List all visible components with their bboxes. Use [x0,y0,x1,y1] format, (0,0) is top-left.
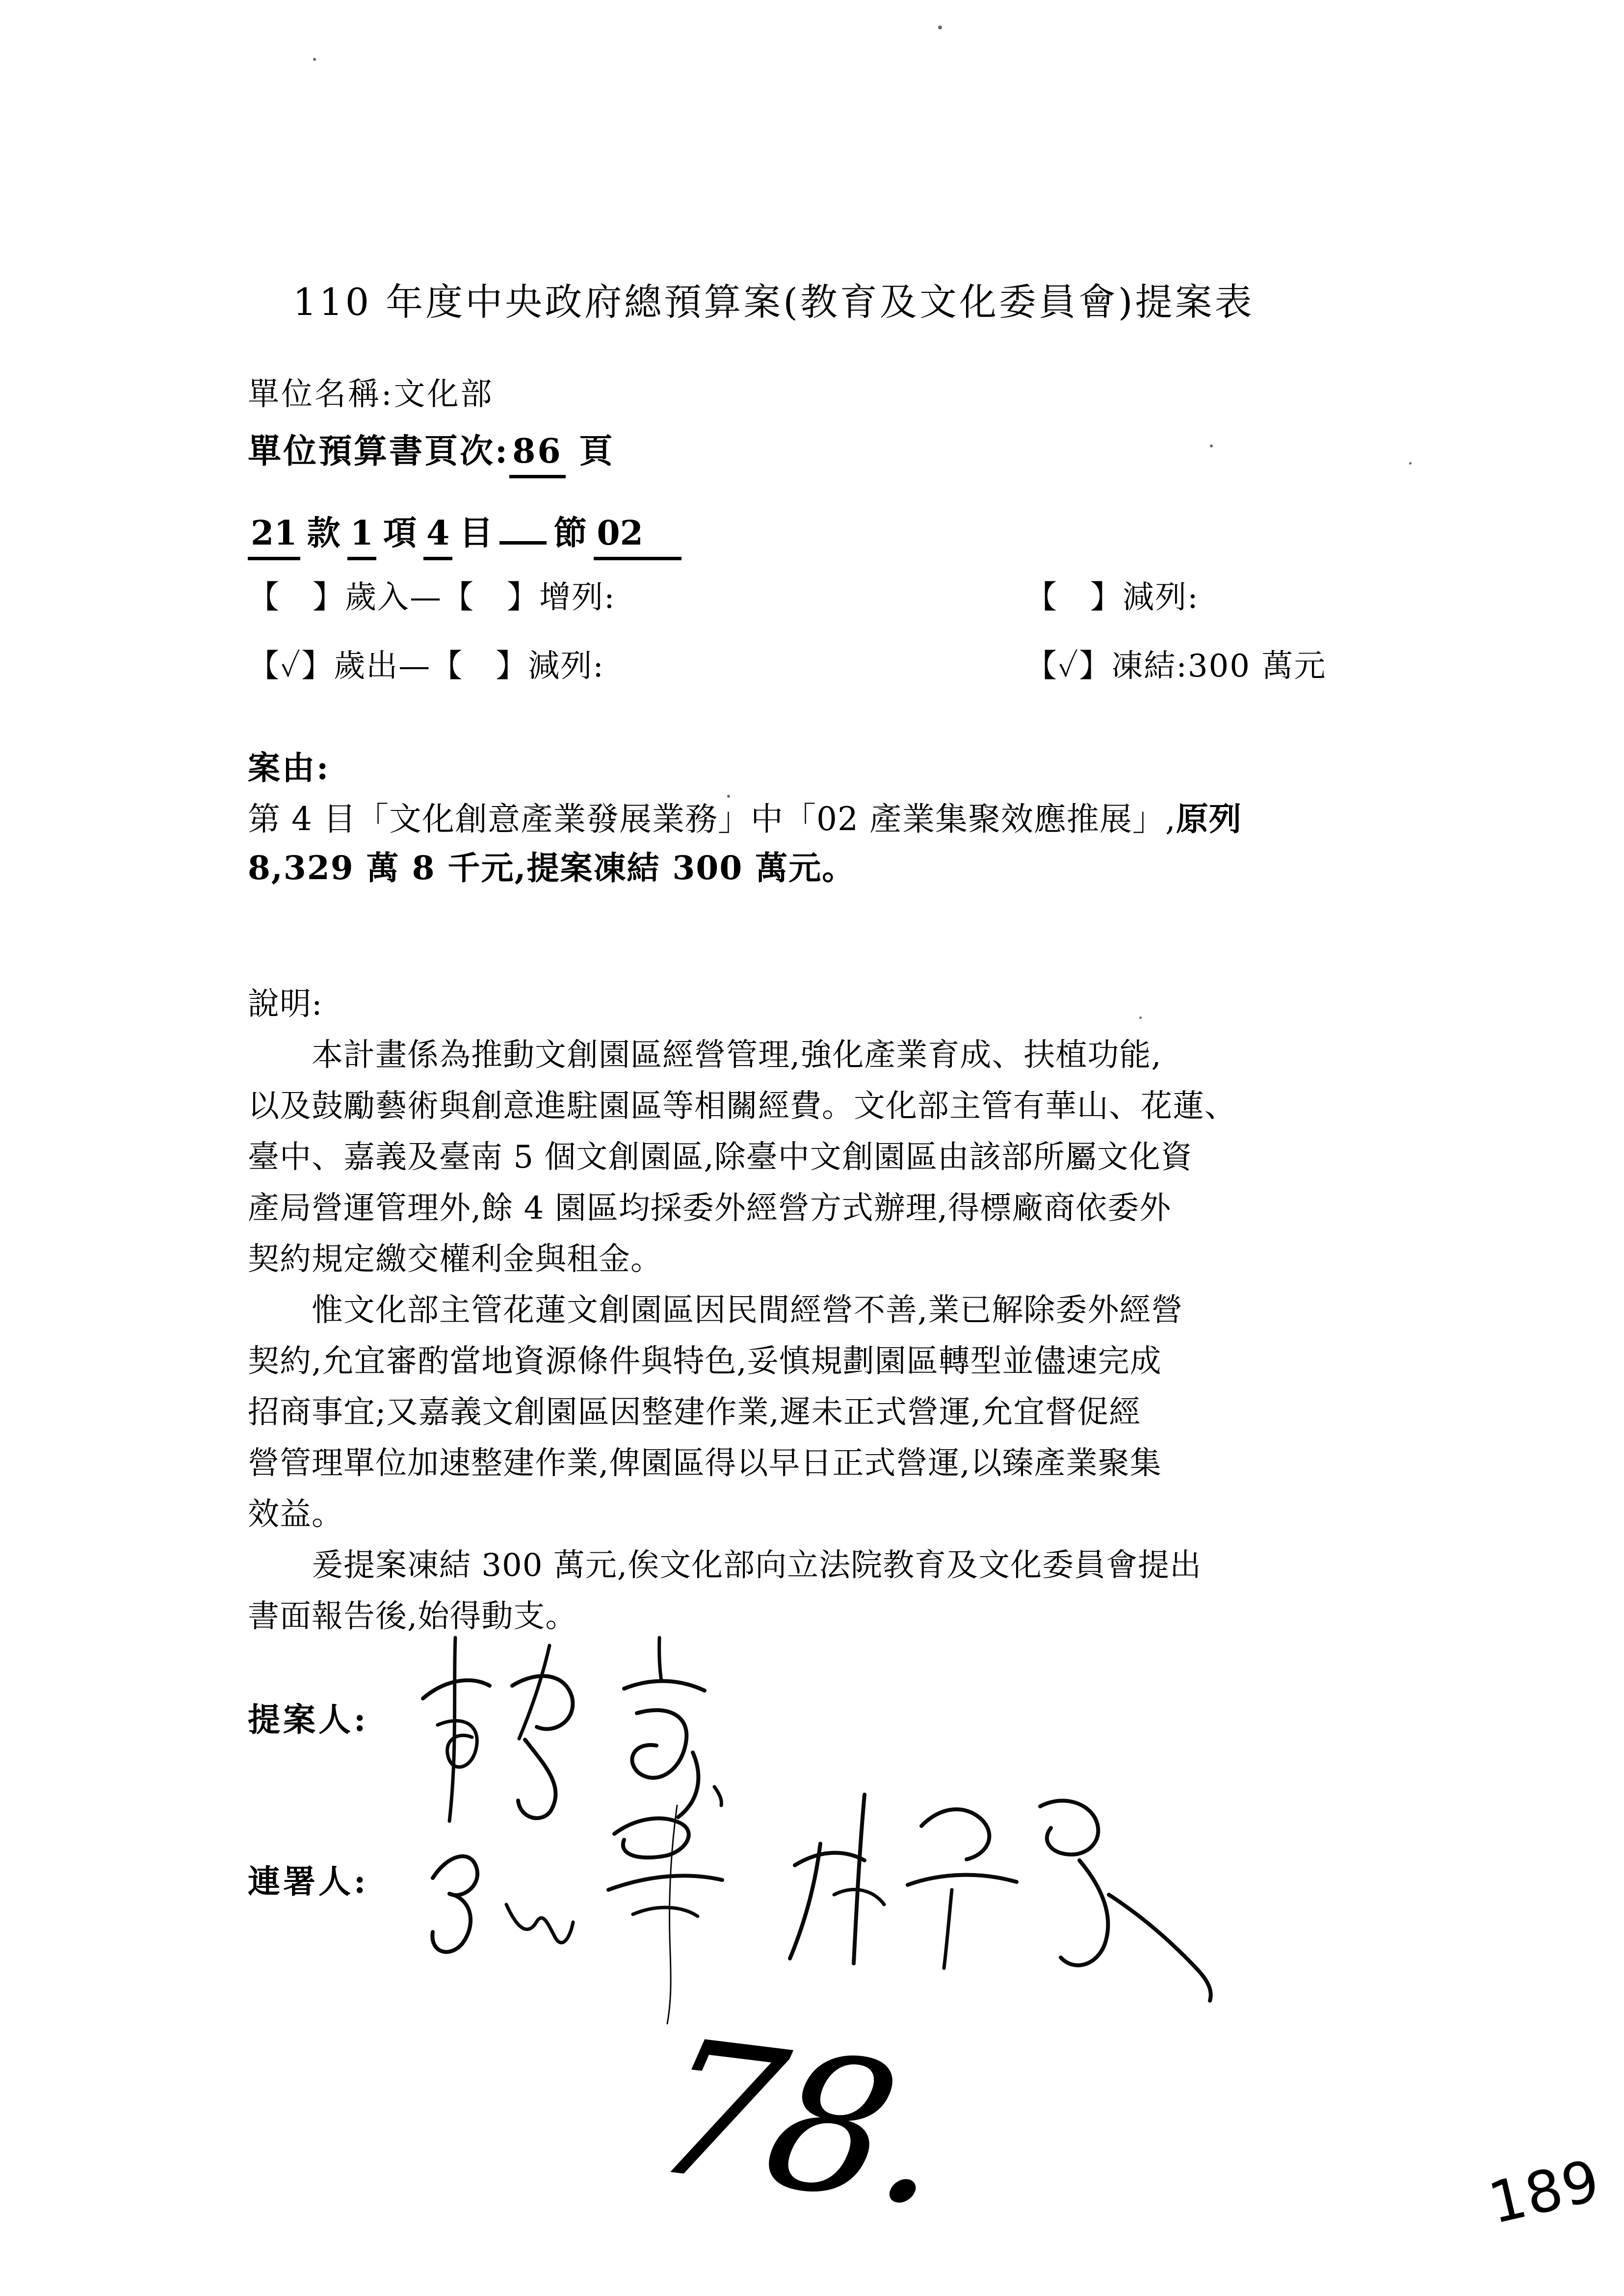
option-row-expenditure [248,641,1327,686]
explanation-line: 產局營運管理外,餘 4 園區均採委外經營方式辦理,得標廠商依委外 [248,1190,1172,1226]
scan-speck [1139,1017,1142,1019]
cosigner-label: 連署人: [248,1862,369,1901]
explanation-line: 惟文化部主管花蓮文創園區因民間經營不善,業已解除委外經營 [312,1292,1183,1329]
case-line-2: 8,329 萬 8 千元,提案凍結 300 萬元。 [248,849,856,887]
item-unit: 項 [383,514,417,553]
explanation-label: 說明: [248,986,323,1022]
blank-underline [499,513,547,545]
checkbox-cut: 【 】 [431,648,528,684]
clause-line [248,507,688,554]
budget-page-number: 86 [509,432,566,478]
option-row-revenue [248,572,1199,617]
decrease-right-label: 減列: [1123,579,1199,616]
budget-page-line [248,425,614,472]
clause-unit: 款 [307,514,341,553]
budget-page-suffix: 頁 [579,432,615,471]
increase-label: 增列: [539,579,616,616]
case-line-1-bold: 原列 [1176,800,1242,838]
scan-speck [1409,462,1412,465]
handwritten-page-number: 189 [1483,2147,1606,2237]
explanation-section [248,979,1236,1642]
freeze-label: 凍結:300 萬元 [1111,648,1327,684]
explanation-line: 契約,允宜審酌當地資源條件與特色,妥慎規劃園區轉型並儘速完成 [248,1343,1162,1380]
document-title: 110 年度中央政府總預算案(教育及文化委員會)提案表 [293,280,1255,324]
checkbox-expenditure: 【✓】 [248,648,334,684]
sub-item-unit: 目 [459,514,493,553]
explanation-line: 招商事宜;又嘉義文創園區因整建作業,遲未正式營運,允宜督促經 [248,1394,1141,1431]
scan-speck [313,58,316,61]
unit-name-line [248,369,494,414]
cut-label: 減列: [528,648,604,684]
sub-item-number: 4 [423,514,452,560]
cosigner-signatures [402,1776,1236,2031]
revenue-label: 歲入— [345,579,442,616]
explanation-line: 效益。 [248,1496,343,1533]
explanation-line: 本計畫係為推動文創園區經營管理,強化產業育成、扶植功能, [312,1037,1162,1073]
item-number: 1 [347,514,376,560]
explanation-line: 爰提案凍結 300 萬元,俟文化部向立法院教育及文化委員會提出 [312,1547,1202,1584]
explanation-line: 臺中、嘉義及臺南 5 個文創園區,除臺中文創園區由該部所屬文化資 [248,1139,1193,1175]
checkbox-revenue: 【 】 [248,579,345,616]
section-number: 02 [594,514,681,560]
section-unit: 節 [553,514,587,553]
proposer-label: 提案人: [248,1700,369,1739]
clause-number: 21 [248,514,300,560]
case-line-1-text: 第 4 目「文化創意產業發展業務」中「02 產業集聚效應推展」, [248,800,1176,838]
explanation-line: 以及鼓勵藝術與創意進駐園區等相關經費。文化部主管有華山、花蓮、 [248,1088,1236,1124]
scan-speck [1210,444,1213,447]
budget-page-label: 單位預算書頁次: [248,432,510,471]
expenditure-label: 歲出— [334,648,431,684]
scan-speck [938,26,942,29]
unit-name-label: 單位名稱: [248,376,394,413]
checkbox-increase: 【 】 [442,579,539,616]
explanation-line: 書面報告後,始得動支。 [248,1598,577,1635]
explanation-line: 營管理單位加速整建作業,俾園區得以早日正式營運,以臻產業聚集 [248,1445,1162,1482]
checkbox-freeze: 【✓】 [1025,648,1112,684]
case-line-1 [248,793,1242,839]
checkbox-decrease-right: 【 】 [1025,579,1123,616]
scan-speck [727,795,730,798]
handwritten-sequence-number: 78. [635,1999,965,2247]
case-section-label: 案由: [248,749,331,787]
unit-name-value: 文化部 [393,376,494,413]
explanation-line: 契約規定繳交權利金與租金。 [248,1241,662,1278]
